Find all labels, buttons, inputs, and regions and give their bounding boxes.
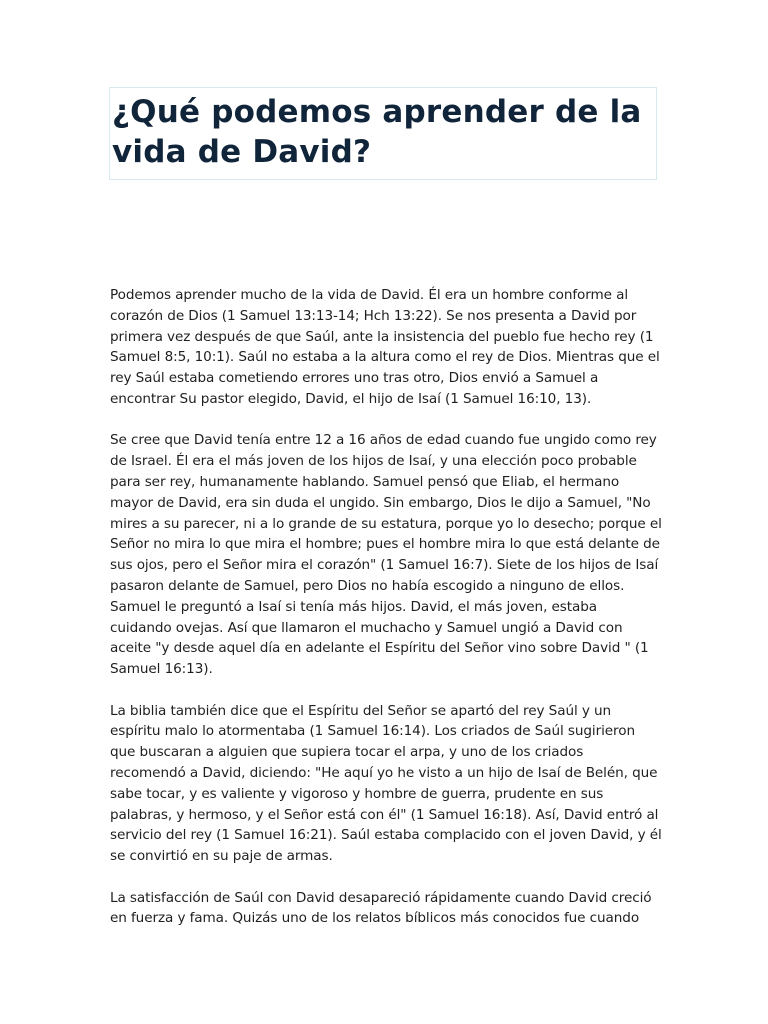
page-title: ¿Qué podemos aprender de la vida de David? [112, 94, 642, 170]
paragraph-3: La biblia también dice que el Espíritu del Señor se apartó del rey Saúl y un espíritu malo lo atormentaba (1 Samuel 16:14). Los criados de Saúl sugirieron que buscaran a alguien que supiera tocar el arpa, y uno de los criados recomendó a David, diciendo: "He aquí yo he visto a un hijo de Isaí de Belén, que sabe tocar, y es valiente y vigoroso y hombre de guerra, prudente en sus palabras, y hermoso, y el Señor está con él" (1 Samuel 16:18). Así, David entró al servicio del rey (1 Samuel 16:21). Saúl estaba complacido con el joven David, y él se convirtió en su paje de armas. [110, 702, 662, 865]
paragraph-4: La satisfacción de Saúl con David desapareció rápidamente cuando David creció en fuerza y fama. Quizás uno de los relatos bíblicos más conocidos fue cuando [110, 889, 652, 927]
article-body [110, 285, 662, 950]
paragraph-2: Se cree que David tenía entre 12 a 16 años de edad cuando fue ungido como rey de Israel. Él era el más joven de los hijos de Isaí, y una elección poco probable para ser rey, humanamente hablando. Samuel pensó que Eliab, el hermano mayor de David, era sin duda el ungido. Sin embargo, Dios le dijo a Samuel, "No mires a su parecer, ni a lo grande de su estatura, porque yo lo desecho; porque el Señor no mira lo que mira el hombre; pues el hombre mira lo que está delante de sus ojos, pero el Señor mira el corazón" (1 Samuel 16:7). Siete de los hijos de Isaí pasaron delante de Samuel, pero Dios no había escogido a ninguno de ellos. Samuel le preguntó a Isaí si tenía más hijos. David, el más joven, estaba cuidando ovejas. Así que llamaron el muchacho y Samuel ungió a David con aceite "y desde aquel día en adelante el Espíritu del Señor vino sobre David " (1 Samuel 16:13). [110, 432, 662, 678]
paragraph-1: Podemos aprender mucho de la vida de David. Él era un hombre conforme al corazón de Dios (1 Samuel 13:13-14; Hch 13:22). Se nos presenta a David por primera vez después de que Saúl, ante la insistencia del pueblo fue hecho rey (1 Samuel 8:5, 10:1). Saúl no estaba a la altura como el rey de Dios. Mientras que el rey Saúl estaba cometiendo errores uno tras otro, Dios envió a Samuel a encontrar Su pastor elegido, David, el hijo de Isaí (1 Samuel 16:10, 13). [110, 287, 660, 407]
title-box [109, 87, 657, 180]
